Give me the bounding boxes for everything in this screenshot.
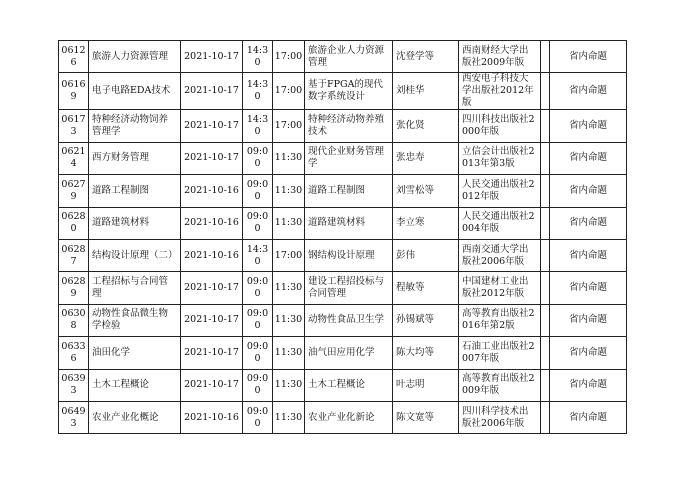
exam-date-cell: 2021-10-17 [181,304,243,336]
textbook-cell: 现代企业财务管理学 [305,142,393,174]
exam-date-cell: 2021-10-16 [181,401,243,433]
exam-date-cell: 2021-10-17 [181,73,243,110]
exam-type-cell: 省内命题 [550,401,627,433]
start-time-cell: 14:30 [243,239,273,271]
course-code-cell: 06308 [59,304,89,336]
course-name-cell: 结构设计原理（二） [89,239,181,271]
course-code-cell: 06279 [59,175,89,207]
table-row [59,207,627,239]
course-name-cell: 西方财务管理 [89,142,181,174]
publisher-cell: 四川科技出版社2000年版 [459,110,541,142]
course-code-cell: 06169 [59,73,89,110]
end-time-cell: 17:00 [273,239,305,271]
publisher-cell: 石油工业出版社2007年版 [459,337,541,369]
course-name-cell: 特种经济动物饲养管理学 [89,110,181,142]
start-time-cell: 09:00 [243,207,273,239]
author-cell: 叶志明 [393,369,459,401]
textbook-cell: 基于FPGA的现代数字系统设计 [305,73,393,110]
exam-date-cell: 2021-10-17 [181,337,243,369]
course-code-cell: 06280 [59,207,89,239]
textbook-cell: 旅游企业人力资源管理 [305,41,393,73]
publisher-cell: 中国建材工业出版社2012年版 [459,272,541,304]
exam-type-cell: 省内命题 [550,272,627,304]
note-cell [541,41,550,73]
exam-type-cell: 省内命题 [550,73,627,110]
start-time-cell: 09:00 [243,175,273,207]
table-row [59,73,627,110]
table-row [59,239,627,271]
table-row [59,337,627,369]
course-name-cell: 道路建筑材料 [89,207,181,239]
course-name-cell: 道路工程制图 [89,175,181,207]
course-name-cell: 工程招标与合同管理 [89,272,181,304]
table-row [59,401,627,433]
start-time-cell: 09:00 [243,337,273,369]
course-name-cell: 农业产业化概论 [89,401,181,433]
note-cell [541,272,550,304]
textbook-cell: 动物性食品卫生学 [305,304,393,336]
textbook-cell: 钢结构设计原理 [305,239,393,271]
note-cell [541,73,550,110]
author-cell: 程敏等 [393,272,459,304]
exam-type-cell: 省内命题 [550,207,627,239]
publisher-cell: 四川科学技术出版社2006年版 [459,401,541,433]
publisher-cell: 西南交通大学出版社2006年版 [459,239,541,271]
exam-type-cell: 省内命题 [550,175,627,207]
publisher-cell: 西安电子科技大学出版社2012年版 [459,73,541,110]
author-cell: 孙锡斌等 [393,304,459,336]
note-cell [541,207,550,239]
start-time-cell: 09:00 [243,369,273,401]
exam-date-cell: 2021-10-17 [181,369,243,401]
course-code-cell: 06173 [59,110,89,142]
exam-schedule-table [58,40,627,434]
end-time-cell: 11:30 [273,272,305,304]
exam-date-cell: 2021-10-17 [181,110,243,142]
exam-date-cell: 2021-10-16 [181,207,243,239]
end-time-cell: 17:00 [273,73,305,110]
end-time-cell: 17:00 [273,110,305,142]
note-cell [541,239,550,271]
course-code-cell: 06289 [59,272,89,304]
table-row [59,110,627,142]
textbook-cell: 道路工程制图 [305,175,393,207]
end-time-cell: 11:30 [273,175,305,207]
course-code-cell: 06214 [59,142,89,174]
course-code-cell: 06493 [59,401,89,433]
table-row [59,41,627,73]
start-time-cell: 14:30 [243,73,273,110]
exam-date-cell: 2021-10-17 [181,142,243,174]
course-name-cell: 动物性食品微生物学检验 [89,304,181,336]
start-time-cell: 14:30 [243,41,273,73]
table-row [59,142,627,174]
exam-date-cell: 2021-10-16 [181,175,243,207]
course-code-cell: 06126 [59,41,89,73]
end-time-cell: 11:30 [273,142,305,174]
publisher-cell: 西南财经大学出版社2009年版 [459,41,541,73]
exam-type-cell: 省内命题 [550,41,627,73]
author-cell: 陈大均等 [393,337,459,369]
table-row [59,272,627,304]
exam-type-cell: 省内命题 [550,337,627,369]
end-time-cell: 11:30 [273,369,305,401]
course-name-cell: 旅游人力资源管理 [89,41,181,73]
table-row [59,369,627,401]
textbook-cell: 道路建筑材料 [305,207,393,239]
note-cell [541,110,550,142]
table-row [59,175,627,207]
course-code-cell: 06287 [59,239,89,271]
publisher-cell: 高等教育出版社2009年版 [459,369,541,401]
note-cell [541,369,550,401]
author-cell: 李立寒 [393,207,459,239]
exam-type-cell: 省内命题 [550,239,627,271]
end-time-cell: 11:30 [273,337,305,369]
course-name-cell: 土木工程概论 [89,369,181,401]
start-time-cell: 14:30 [243,110,273,142]
end-time-cell: 11:30 [273,207,305,239]
textbook-cell: 特种经济动物养殖技术 [305,110,393,142]
publisher-cell: 人民交通出版社2004年版 [459,207,541,239]
publisher-cell: 立信会计出版社2013年第3版 [459,142,541,174]
exam-date-cell: 2021-10-17 [181,41,243,73]
note-cell [541,401,550,433]
end-time-cell: 17:00 [273,41,305,73]
author-cell: 彭伟 [393,239,459,271]
author-cell: 张化贤 [393,110,459,142]
textbook-cell: 土木工程概论 [305,369,393,401]
end-time-cell: 11:30 [273,304,305,336]
exam-date-cell: 2021-10-16 [181,239,243,271]
course-code-cell: 06336 [59,337,89,369]
exam-type-cell: 省内命题 [550,369,627,401]
course-name-cell: 油田化学 [89,337,181,369]
note-cell [541,304,550,336]
course-name-cell: 电子电路EDA技术 [89,73,181,110]
textbook-cell: 建设工程招投标与合同管理 [305,272,393,304]
textbook-cell: 农业产业化新论 [305,401,393,433]
start-time-cell: 09:00 [243,304,273,336]
start-time-cell: 09:00 [243,272,273,304]
exam-date-cell: 2021-10-17 [181,272,243,304]
author-cell: 陈文宽等 [393,401,459,433]
textbook-cell: 油气田应用化学 [305,337,393,369]
table-row [59,304,627,336]
table-body [59,41,627,434]
author-cell: 张忠寿 [393,142,459,174]
author-cell: 刘雪松等 [393,175,459,207]
course-code-cell: 06393 [59,369,89,401]
exam-type-cell: 省内命题 [550,110,627,142]
publisher-cell: 高等教育出版社2016年第2版 [459,304,541,336]
start-time-cell: 09:00 [243,142,273,174]
exam-type-cell: 省内命题 [550,142,627,174]
end-time-cell: 11:30 [273,401,305,433]
author-cell: 刘桂华 [393,73,459,110]
publisher-cell: 人民交通出版社2012年版 [459,175,541,207]
note-cell [541,175,550,207]
note-cell [541,142,550,174]
author-cell: 沈登学等 [393,41,459,73]
start-time-cell: 09:00 [243,401,273,433]
exam-type-cell: 省内命题 [550,304,627,336]
note-cell [541,337,550,369]
